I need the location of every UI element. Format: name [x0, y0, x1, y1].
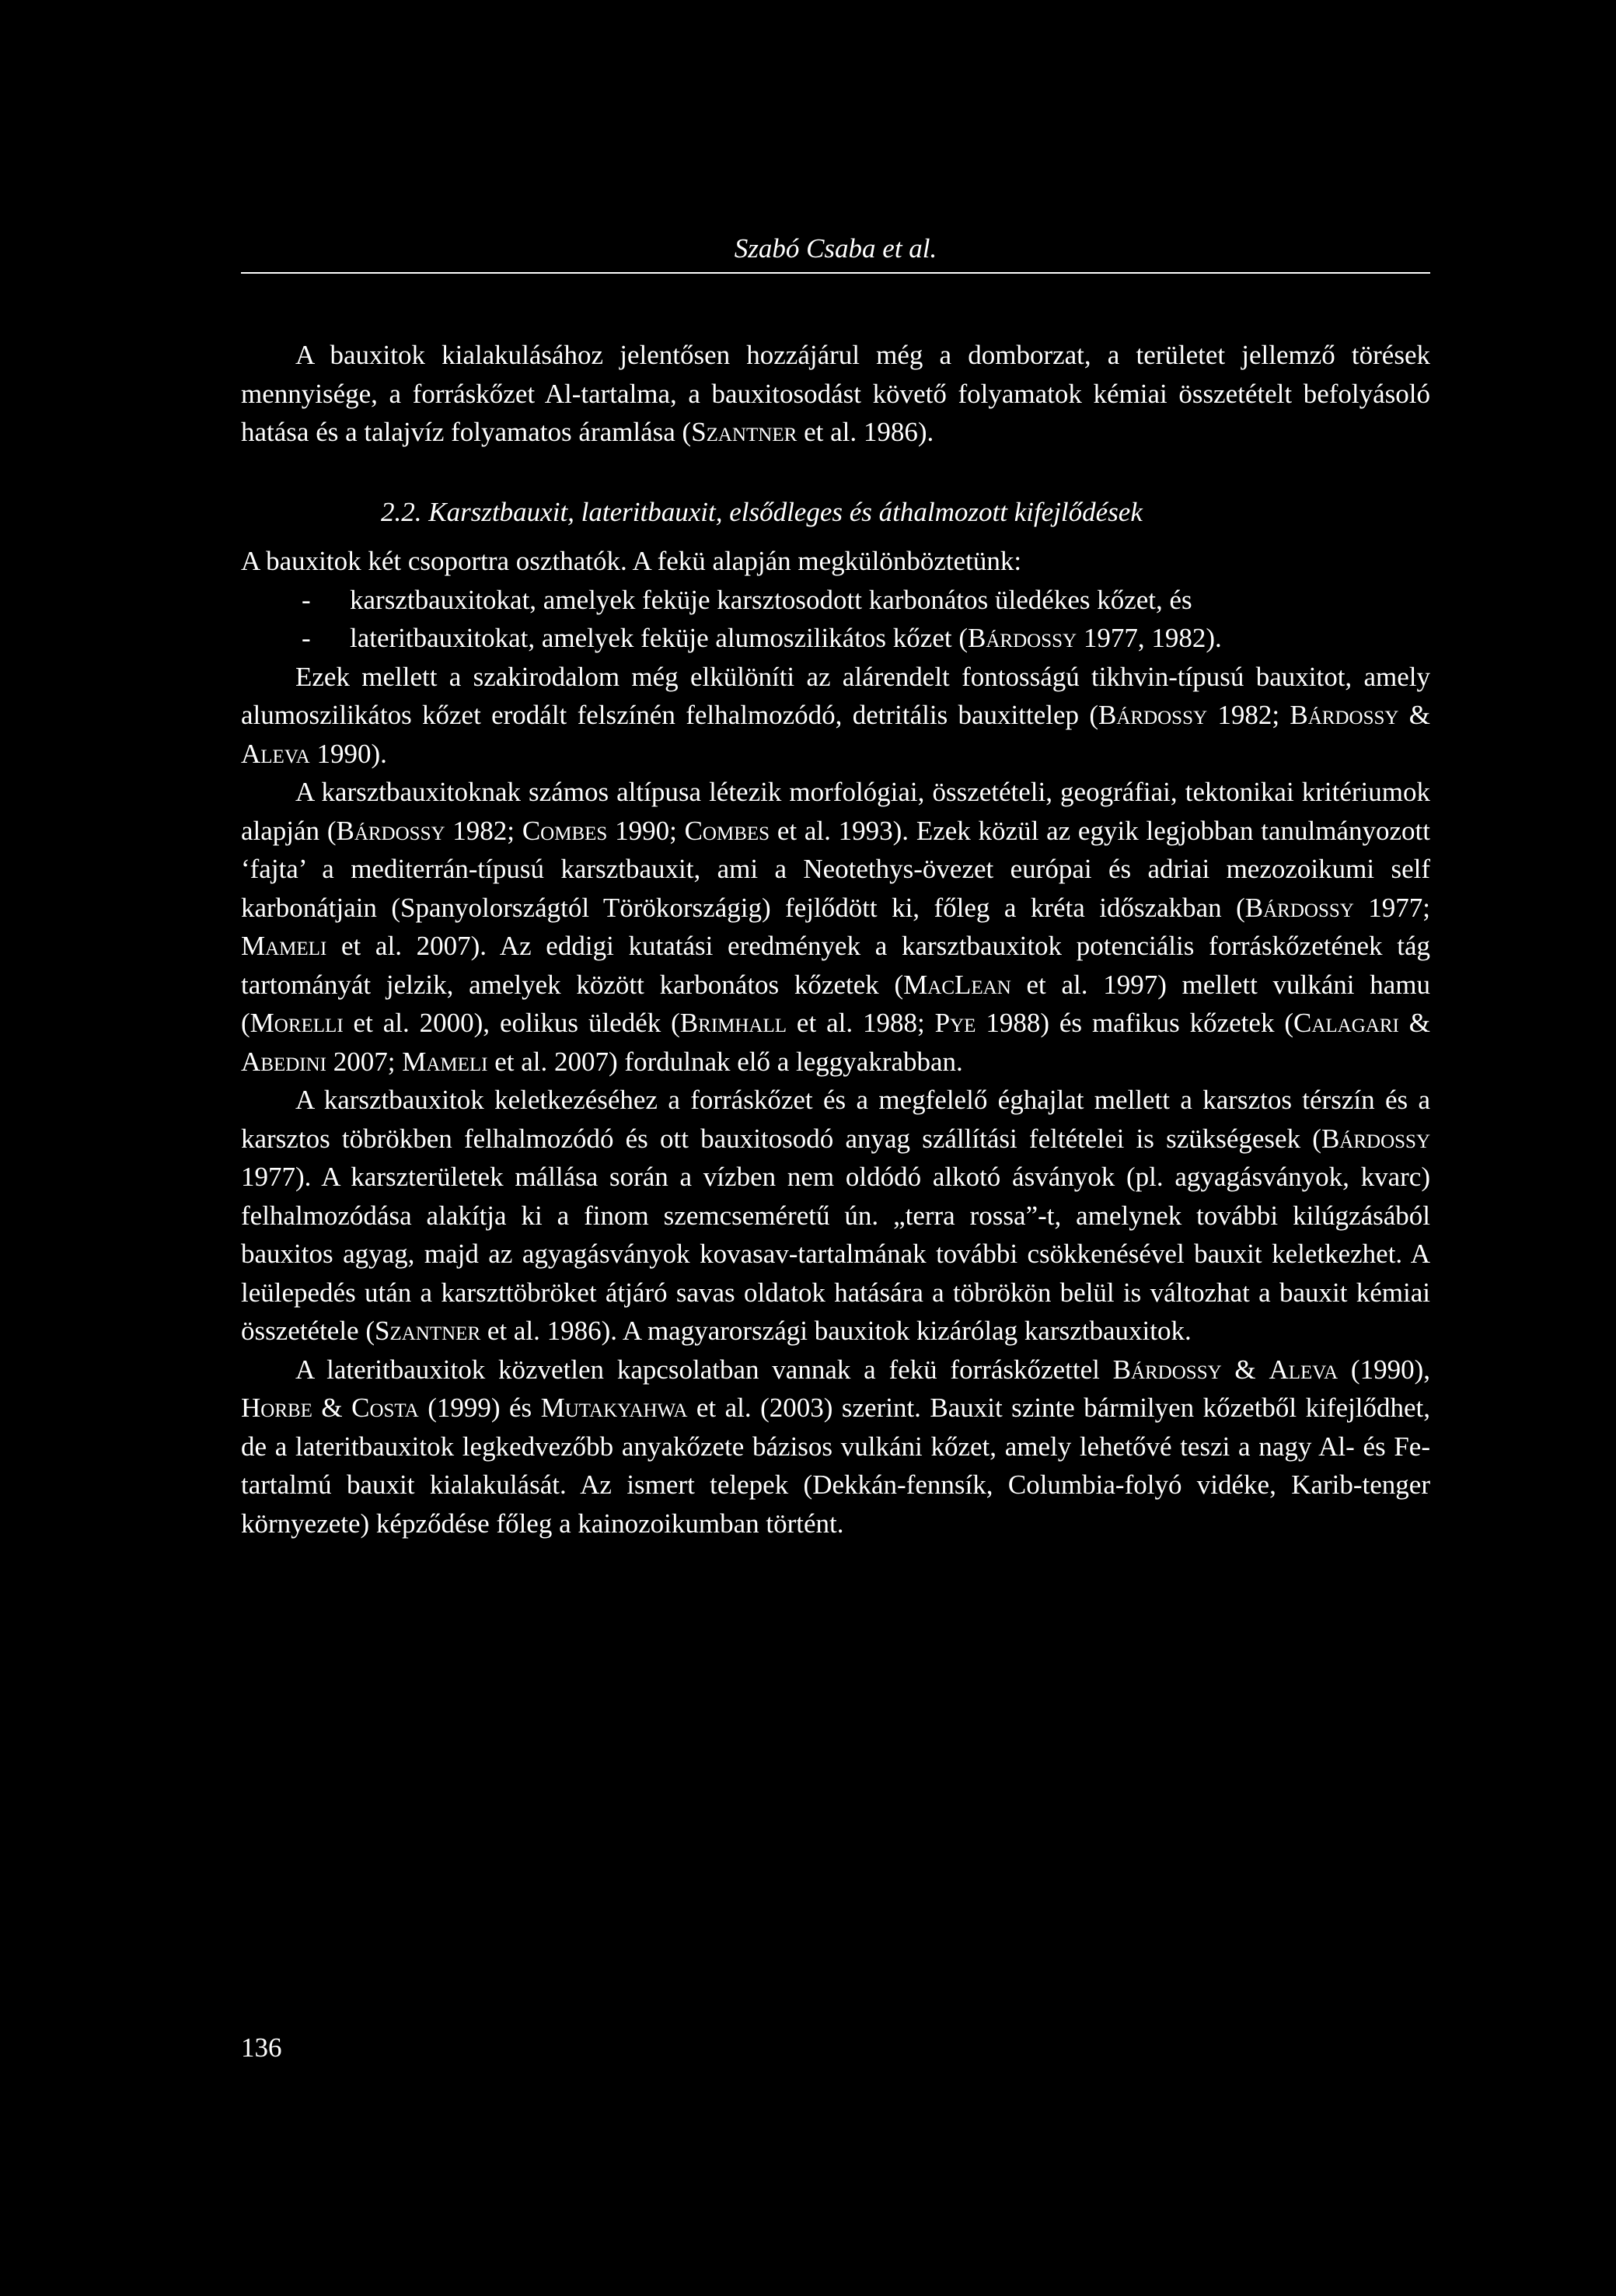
- citation-author: Costa: [351, 1393, 419, 1423]
- citation-author: Brimhall: [679, 1008, 787, 1038]
- citation-author: Pye: [934, 1008, 976, 1038]
- citation-author: Morelli: [250, 1008, 344, 1038]
- section-title: 2.2. Karsztbauxit, lateritbauxit, elsődleges és áthalmozott kifejlődések: [381, 496, 1143, 527]
- formation-paragraph: A karsztbauxitok keletkezéséhez a forráskőzet és a megfelelő éghajlat mellett a karsztos térszín és a karsztos töbrökben felhalmozódó és ott bauxitosodó anyag szállítási feltételei is szükségesek (Bárdossy 1977). A karszterületek mállása során a vízben nem oldódó alkotó ásványok (pl. agyagásványok, kvarc) felhalmozódása alakítja ki a finom szemcseméretű ún. „terra rossa”-t, amelynek további kilúgzásából bauxitos agyag, majd az agyagásványok kovasav-tartalmának további csökkenésével bauxit keletkezhet. A leülepedés után a karszttöbröket átjáró savas oldatok hatására a töbrökön belül is változhat a bauxit kémiai összetétele (Szantner et al. 1986). A magyarországi bauxitok kizárólag karsztbauxitok.: [241, 1085, 1430, 1346]
- citation-author: Mameli: [402, 1046, 488, 1077]
- page-number: 136: [241, 2032, 282, 2063]
- citation-author: Bárdossy: [1112, 1354, 1222, 1385]
- citation-author: Bárdossy: [1098, 700, 1208, 730]
- citation-author: Abedini: [241, 1046, 326, 1077]
- tikhvin-paragraph: Ezek mellett a szakirodalom még elkülöníti az alárendelt fontosságú tikhvin-típusú bauxitot, amely alumoszilikátos kőzet erodált felszínén felhalmozódó, detritális bauxittelep (Bárdossy 1982; Bárdossy & Aleva 1990).: [241, 661, 1430, 769]
- citation-author: Combes: [522, 815, 608, 846]
- document-page: [241, 0, 1430, 2296]
- citation-author: Bárdossy: [968, 623, 1077, 653]
- citation-author: Combes: [684, 815, 770, 846]
- list-dash: -: [302, 623, 311, 653]
- citation-author: Mutakyahwa: [540, 1393, 688, 1423]
- citation-author: Calagari: [1293, 1008, 1399, 1038]
- citation-author: Bárdossy: [1321, 1123, 1430, 1154]
- citation-author: Mameli: [241, 931, 327, 961]
- header-rule: [241, 272, 1430, 274]
- citation-author: Horbe: [241, 1393, 312, 1423]
- body-text: [241, 336, 1430, 1543]
- intro-paragraph: A bauxitok kialakulásához jelentősen hozzájárul még a domborzat, a területet jellemző törések mennyisége, a forráskőzet Al-tartalma, a bauxitosodást követő folyamatok kémiai összetételt befolyásoló hatása és a talajvíz folyamatos áramlása (Szantner et al. 1986).: [241, 340, 1430, 447]
- citation-author: Szantner: [691, 417, 798, 447]
- citation-author: Aleva: [241, 738, 310, 769]
- list-dash: -: [302, 584, 311, 615]
- citation-author: Bárdossy: [1244, 892, 1354, 923]
- groups-intro: A bauxitok két csoportra oszthatók. A fekü alapján megkülönböztetünk:: [241, 546, 1022, 576]
- citation-author: Aleva: [1269, 1354, 1339, 1385]
- karstbauxite-paragraph: A karsztbauxitoknak számos altípusa létezik morfológiai, összetételi, geográfiai, tektonikai kritériumok alapján (Bárdossy 1982; Combes 1990; Combes et al. 1993). Ezek közül az egyik legjobban tanulmányozott ‘fajta’ a mediterrán-típusú karsztbauxit, ami a Neotethys-övezet európai és adriai mezozoikumi self karbonátjain (Spanyolországtól Törökországig) fejlődött ki, főleg a kréta időszakban (Bárdossy 1977; Mameli et al. 2007). Az eddigi kutatási eredmények a karsztbauxitok potenciális forráskőzetének tág tartományát jelzik, amelyek között karbonátos kőzetek (MacLean et al. 1997) mellett vulkáni hamu (Morelli et al. 2000), eolikus üledék (Brimhall et al. 1988; Pye 1988) és mafikus kőzetek (Calagari & Abedini 2007; Mameli et al. 2007) fordulnak elő a leggyakrabban.: [241, 777, 1430, 1077]
- bauxite-type-list: [241, 581, 1430, 658]
- citation-author: Szantner: [375, 1316, 481, 1346]
- running-head: Szabó Csaba et al.: [734, 233, 937, 264]
- lateritbauxite-paragraph: A lateritbauxitok közvetlen kapcsolatban vannak a fekü forráskőzettel Bárdossy & Aleva (1990), Horbe & Costa (1999) és Mutakyahwa et al. (2003) szerint. Bauxit szinte bármilyen kőzetből kifejlődhet, de a lateritbauxitok legkedvezőbb anyakőzete bázisos vulkáni kőzet, amely lehetővé teszi a nagy Al- és Fe-tartalmú bauxit kialakulását. Az ismert telepek (Dekkán-fennsík, Columbia-folyó vidéke, Karib-tenger környezete) képződése főleg a kainozoikumban történt.: [241, 1354, 1430, 1539]
- citation-author: Bárdossy: [1290, 700, 1399, 730]
- list-item: - karsztbauxitokat, amelyek feküje karsztosodott karbonátos üledékes kőzet, és: [241, 581, 1430, 620]
- citation-author: MacLean: [903, 969, 1011, 1000]
- citation-author: Bárdossy: [336, 815, 445, 846]
- list-item: - lateritbauxitokat, amelyek feküje alumoszilikátos kőzet (Bárdossy 1977, 1982).: [241, 619, 1430, 658]
